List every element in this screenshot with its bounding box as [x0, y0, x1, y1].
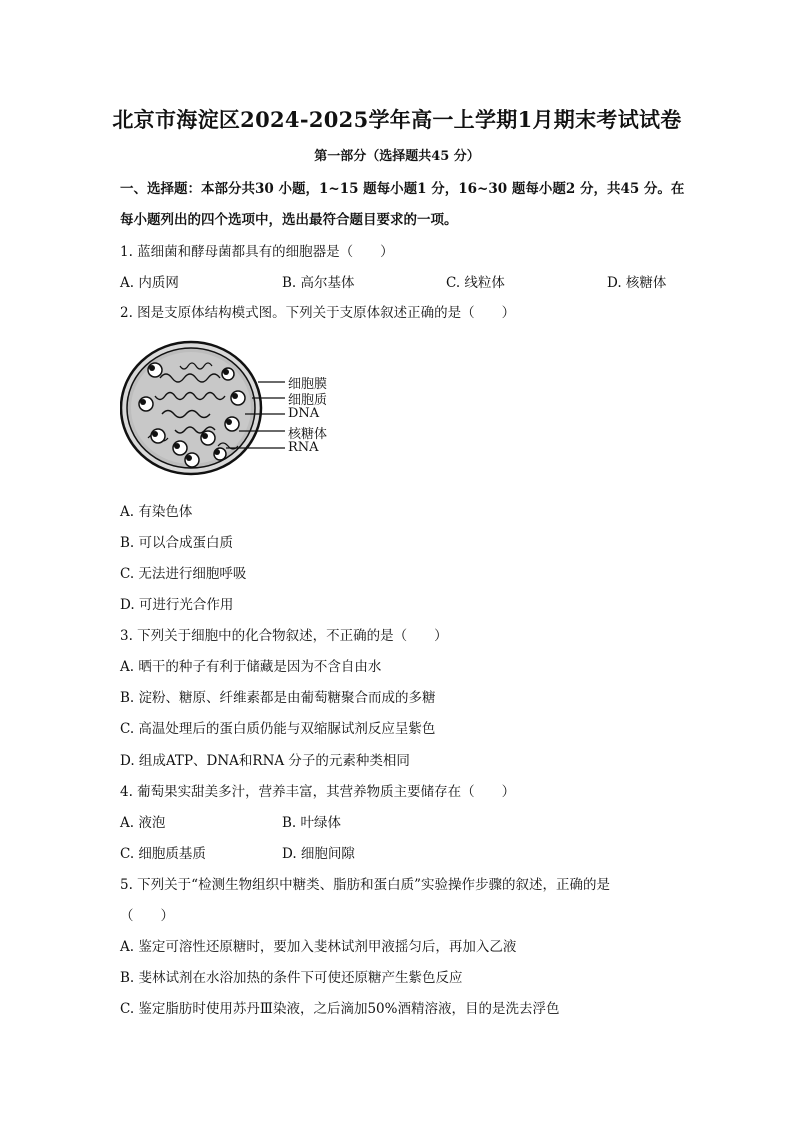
question-1-option-c[interactable]: C. 线粒体: [446, 275, 505, 291]
question-2-option-a[interactable]: A. 有染色体: [120, 504, 193, 520]
question-3-stem: 3. 下列关于细胞中的化合物叙述，不正确的是（ ）: [120, 628, 448, 644]
question-5-option-c[interactable]: C. 鉴定脂肪时使用苏丹Ⅲ染液，之后滴加50%酒精溶液，目的是洗去浮色: [120, 1001, 560, 1017]
section-intro-cont: 每小题列出的四个选项中，选出最符合题目要求的一项。: [120, 212, 458, 228]
question-1-option-a[interactable]: A. 内质网: [120, 275, 179, 291]
question-2-option-d[interactable]: D. 可进行光合作用: [120, 597, 234, 613]
part-title: 第一部分（选择题共45 分）: [314, 149, 480, 164]
diagram-label-membrane: 细胞膜: [288, 377, 328, 392]
exam-title: 北京市海淀区2024-2025学年高一上学期1月期末考试试卷: [112, 107, 682, 132]
diagram-label-ribosome: 核糖体: [288, 427, 328, 442]
question-4-stem: 4. 葡萄果实甜美多汁，营养丰富，其营养物质主要储存在（ ）: [120, 784, 516, 800]
diagram-label-cytoplasm: 细胞质: [288, 393, 328, 408]
question-2-stem: 2. 图是支原体结构模式图。下列关于支原体叙述正确的是（ ）: [120, 305, 516, 321]
question-4-option-b[interactable]: B. 叶绿体: [282, 815, 342, 831]
question-3-option-c[interactable]: C. 高温处理后的蛋白质仍能与双缩脲试剂反应呈紫色: [120, 721, 436, 737]
question-1-stem: 1. 蓝细菌和酵母菌都具有的细胞器是（ ）: [120, 244, 394, 260]
question-4-option-c[interactable]: C. 细胞质基质: [120, 846, 206, 862]
diagram-label-rna: RNA: [288, 440, 319, 455]
question-4-option-a[interactable]: A. 液泡: [120, 815, 166, 831]
question-4-option-d[interactable]: D. 细胞间隙: [282, 846, 355, 862]
question-5-stem: 5. 下列关于“检测生物组织中糖类、脂肪和蛋白质”实验操作步骤的叙述，正确的是: [120, 877, 610, 893]
section-intro: 一、选择题：本部分共30 小题，1~15 题每小题1 分，16~30 题每小题2 分，共45 分。在: [120, 181, 685, 197]
diagram-label-dna: DNA: [288, 406, 320, 421]
question-2-option-b[interactable]: B. 可以合成蛋白质: [120, 535, 234, 551]
question-1-option-b[interactable]: B. 高尔基体: [282, 275, 355, 291]
question-3-option-b[interactable]: B. 淀粉、糖原、纤维素都是由葡萄糖聚合而成的多糖: [120, 690, 436, 706]
question-3-option-d[interactable]: D. 组成ATP、DNA和RNA 分子的元素种类相同: [120, 753, 410, 769]
question-2-option-c[interactable]: C. 无法进行细胞呼吸: [120, 566, 247, 582]
question-1-option-d[interactable]: D. 核糖体: [607, 275, 667, 291]
question-3-option-a[interactable]: A. 晒干的种子有利于储藏是因为不含自由水: [120, 659, 382, 675]
question-5-option-b[interactable]: B. 斐林试剂在水浴加热的条件下可使还原糖产生紫色反应: [120, 970, 463, 986]
question-5-stem-cont: （ ）: [120, 908, 174, 924]
question-5-option-a[interactable]: A. 鉴定可溶性还原糖时，要加入斐林试剂甲液摇匀后，再加入乙液: [120, 939, 517, 955]
